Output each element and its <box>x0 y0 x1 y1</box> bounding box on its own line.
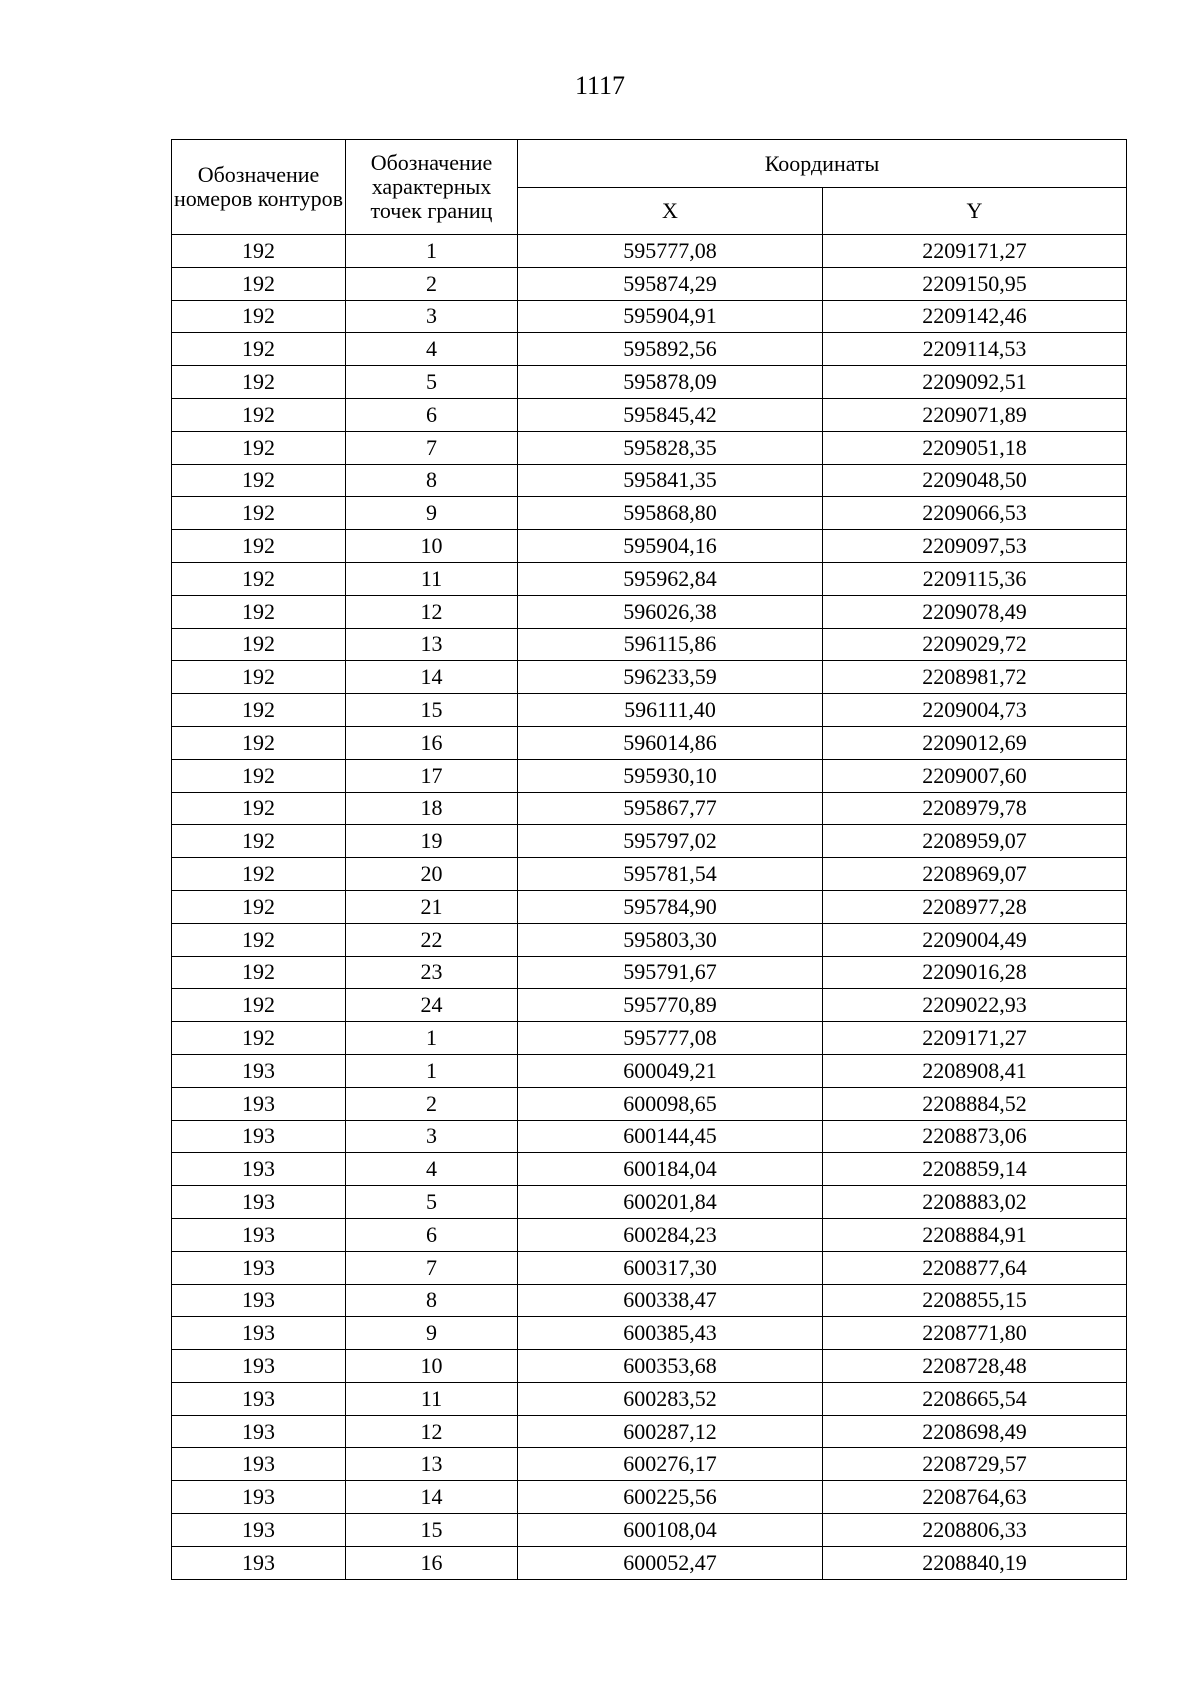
cell-x: 595777,08 <box>518 1022 823 1055</box>
cell-point: 1 <box>346 235 518 268</box>
header-x: X <box>518 188 823 235</box>
cell-x: 595845,42 <box>518 398 823 431</box>
cell-point: 13 <box>346 628 518 661</box>
cell-x: 600184,04 <box>518 1153 823 1186</box>
cell-contour: 192 <box>172 661 346 694</box>
cell-y: 2208981,72 <box>823 661 1127 694</box>
cell-point: 3 <box>346 300 518 333</box>
cell-point: 22 <box>346 923 518 956</box>
table-row <box>172 431 1127 464</box>
table-row <box>172 989 1127 1022</box>
cell-point: 2 <box>346 267 518 300</box>
table-row <box>172 1546 1127 1579</box>
cell-point: 8 <box>346 464 518 497</box>
table-row <box>172 1087 1127 1120</box>
table-row <box>172 1481 1127 1514</box>
cell-contour: 192 <box>172 759 346 792</box>
table-row <box>172 792 1127 825</box>
cell-y: 2208859,14 <box>823 1153 1127 1186</box>
cell-x: 595841,35 <box>518 464 823 497</box>
cell-point: 24 <box>346 989 518 1022</box>
cell-x: 595777,08 <box>518 235 823 268</box>
table-row <box>172 267 1127 300</box>
cell-y: 2209022,93 <box>823 989 1127 1022</box>
table-row <box>172 1284 1127 1317</box>
cell-point: 3 <box>346 1120 518 1153</box>
cell-point: 14 <box>346 1481 518 1514</box>
table-row <box>172 726 1127 759</box>
cell-point: 2 <box>346 1087 518 1120</box>
cell-point: 13 <box>346 1448 518 1481</box>
cell-x: 600385,43 <box>518 1317 823 1350</box>
table-row <box>172 694 1127 727</box>
cell-point: 19 <box>346 825 518 858</box>
table-row <box>172 825 1127 858</box>
cell-contour: 193 <box>172 1317 346 1350</box>
cell-point: 21 <box>346 890 518 923</box>
cell-x: 596115,86 <box>518 628 823 661</box>
cell-y: 2209004,49 <box>823 923 1127 956</box>
cell-point: 12 <box>346 1415 518 1448</box>
cell-point: 16 <box>346 726 518 759</box>
cell-contour: 192 <box>172 530 346 563</box>
cell-point: 1 <box>346 1022 518 1055</box>
cell-y: 2209016,28 <box>823 956 1127 989</box>
cell-contour: 192 <box>172 694 346 727</box>
cell-x: 596233,59 <box>518 661 823 694</box>
cell-x: 600108,04 <box>518 1514 823 1547</box>
cell-y: 2208806,33 <box>823 1514 1127 1547</box>
cell-y: 2209092,51 <box>823 366 1127 399</box>
cell-y: 2208977,28 <box>823 890 1127 923</box>
cell-y: 2209066,53 <box>823 497 1127 530</box>
cell-contour: 192 <box>172 267 346 300</box>
table-row <box>172 759 1127 792</box>
cell-contour: 192 <box>172 235 346 268</box>
cell-y: 2209051,18 <box>823 431 1127 464</box>
cell-point: 9 <box>346 497 518 530</box>
cell-contour: 193 <box>172 1546 346 1579</box>
cell-point: 5 <box>346 1186 518 1219</box>
cell-x: 600201,84 <box>518 1186 823 1219</box>
cell-point: 4 <box>346 1153 518 1186</box>
table-row <box>172 1218 1127 1251</box>
cell-point: 6 <box>346 398 518 431</box>
table-row <box>172 497 1127 530</box>
cell-contour: 192 <box>172 431 346 464</box>
table-row <box>172 235 1127 268</box>
cell-contour: 192 <box>172 497 346 530</box>
cell-contour: 192 <box>172 333 346 366</box>
cell-point: 10 <box>346 1350 518 1383</box>
cell-y: 2208728,48 <box>823 1350 1127 1383</box>
cell-contour: 192 <box>172 562 346 595</box>
cell-point: 1 <box>346 1054 518 1087</box>
table-row <box>172 858 1127 891</box>
cell-contour: 192 <box>172 464 346 497</box>
cell-y: 2209071,89 <box>823 398 1127 431</box>
table-row <box>172 1186 1127 1219</box>
cell-y: 2208908,41 <box>823 1054 1127 1087</box>
cell-contour: 192 <box>172 300 346 333</box>
cell-point: 4 <box>346 333 518 366</box>
table-row <box>172 1382 1127 1415</box>
cell-y: 2209114,53 <box>823 333 1127 366</box>
cell-x: 595770,89 <box>518 989 823 1022</box>
cell-contour: 192 <box>172 956 346 989</box>
cell-y: 2209007,60 <box>823 759 1127 792</box>
table-row <box>172 890 1127 923</box>
cell-y: 2209150,95 <box>823 267 1127 300</box>
cell-y: 2208764,63 <box>823 1481 1127 1514</box>
table-row <box>172 956 1127 989</box>
cell-x: 596014,86 <box>518 726 823 759</box>
cell-contour: 193 <box>172 1054 346 1087</box>
cell-x: 600098,65 <box>518 1087 823 1120</box>
table-row <box>172 595 1127 628</box>
table-header-row <box>172 140 1127 188</box>
header-boundary-points: Обозначение характерных точек границ <box>346 140 518 235</box>
cell-point: 20 <box>346 858 518 891</box>
cell-x: 600276,17 <box>518 1448 823 1481</box>
cell-y: 2208855,15 <box>823 1284 1127 1317</box>
cell-contour: 193 <box>172 1514 346 1547</box>
cell-x: 600353,68 <box>518 1350 823 1383</box>
table-row <box>172 300 1127 333</box>
cell-x: 595904,91 <box>518 300 823 333</box>
table-row <box>172 661 1127 694</box>
cell-x: 595874,29 <box>518 267 823 300</box>
cell-point: 18 <box>346 792 518 825</box>
cell-y: 2209142,46 <box>823 300 1127 333</box>
cell-point: 14 <box>346 661 518 694</box>
table-row <box>172 1022 1127 1055</box>
cell-contour: 192 <box>172 792 346 825</box>
cell-y: 2208698,49 <box>823 1415 1127 1448</box>
table-row <box>172 562 1127 595</box>
table-row <box>172 464 1127 497</box>
cell-contour: 193 <box>172 1186 346 1219</box>
cell-y: 2208873,06 <box>823 1120 1127 1153</box>
cell-point: 15 <box>346 1514 518 1547</box>
cell-x: 600338,47 <box>518 1284 823 1317</box>
cell-y: 2209004,73 <box>823 694 1127 727</box>
cell-x: 595878,09 <box>518 366 823 399</box>
cell-contour: 193 <box>172 1087 346 1120</box>
cell-x: 600052,47 <box>518 1546 823 1579</box>
cell-y: 2208969,07 <box>823 858 1127 891</box>
header-y: Y <box>823 188 1127 235</box>
cell-contour: 192 <box>172 858 346 891</box>
cell-x: 595892,56 <box>518 333 823 366</box>
table-row <box>172 1120 1127 1153</box>
cell-x: 596026,38 <box>518 595 823 628</box>
table-row <box>172 1415 1127 1448</box>
cell-y: 2208771,80 <box>823 1317 1127 1350</box>
cell-x: 595962,84 <box>518 562 823 595</box>
cell-y: 2209029,72 <box>823 628 1127 661</box>
table-row <box>172 1317 1127 1350</box>
table-body <box>172 235 1127 1580</box>
cell-x: 595784,90 <box>518 890 823 923</box>
table-row <box>172 1448 1127 1481</box>
cell-x: 600144,45 <box>518 1120 823 1153</box>
table-row <box>172 530 1127 563</box>
table-row <box>172 398 1127 431</box>
cell-contour: 192 <box>172 989 346 1022</box>
cell-contour: 192 <box>172 1022 346 1055</box>
cell-contour: 193 <box>172 1481 346 1514</box>
cell-x: 600284,23 <box>518 1218 823 1251</box>
cell-x: 595791,67 <box>518 956 823 989</box>
cell-point: 9 <box>346 1317 518 1350</box>
cell-point: 6 <box>346 1218 518 1251</box>
cell-contour: 192 <box>172 726 346 759</box>
cell-contour: 193 <box>172 1350 346 1383</box>
cell-y: 2208884,52 <box>823 1087 1127 1120</box>
table-row <box>172 1350 1127 1383</box>
cell-x: 595930,10 <box>518 759 823 792</box>
table-row <box>172 628 1127 661</box>
table-row <box>172 333 1127 366</box>
cell-x: 595803,30 <box>518 923 823 956</box>
table-row <box>172 1054 1127 1087</box>
cell-point: 23 <box>346 956 518 989</box>
cell-y: 2209115,36 <box>823 562 1127 595</box>
cell-x: 600225,56 <box>518 1481 823 1514</box>
cell-y: 2208959,07 <box>823 825 1127 858</box>
table-row <box>172 1153 1127 1186</box>
cell-contour: 192 <box>172 628 346 661</box>
cell-y: 2208840,19 <box>823 1546 1127 1579</box>
cell-point: 15 <box>346 694 518 727</box>
cell-contour: 193 <box>172 1415 346 1448</box>
table-row <box>172 366 1127 399</box>
cell-point: 16 <box>346 1546 518 1579</box>
cell-y: 2208877,64 <box>823 1251 1127 1284</box>
table-row <box>172 1514 1127 1547</box>
cell-x: 600317,30 <box>518 1251 823 1284</box>
cell-y: 2208729,57 <box>823 1448 1127 1481</box>
cell-contour: 193 <box>172 1120 346 1153</box>
cell-y: 2209097,53 <box>823 530 1127 563</box>
cell-x: 595868,80 <box>518 497 823 530</box>
cell-x: 595797,02 <box>518 825 823 858</box>
table-row <box>172 923 1127 956</box>
cell-point: 17 <box>346 759 518 792</box>
cell-contour: 193 <box>172 1251 346 1284</box>
page-number: 1117 <box>574 71 626 100</box>
cell-contour: 192 <box>172 923 346 956</box>
cell-point: 10 <box>346 530 518 563</box>
header-coordinates: Координаты <box>518 140 1127 188</box>
cell-y: 2209078,49 <box>823 595 1127 628</box>
cell-point: 8 <box>346 1284 518 1317</box>
coordinates-table <box>171 139 1127 1580</box>
cell-contour: 192 <box>172 825 346 858</box>
header-contour-numbers: Обозначение номеров контуров <box>172 140 346 235</box>
cell-contour: 192 <box>172 595 346 628</box>
cell-contour: 193 <box>172 1448 346 1481</box>
cell-y: 2209048,50 <box>823 464 1127 497</box>
cell-contour: 192 <box>172 366 346 399</box>
cell-contour: 192 <box>172 398 346 431</box>
cell-contour: 193 <box>172 1218 346 1251</box>
cell-x: 595904,16 <box>518 530 823 563</box>
cell-point: 12 <box>346 595 518 628</box>
cell-contour: 193 <box>172 1153 346 1186</box>
cell-x: 600283,52 <box>518 1382 823 1415</box>
cell-y: 2209012,69 <box>823 726 1127 759</box>
cell-y: 2208979,78 <box>823 792 1127 825</box>
cell-x: 600287,12 <box>518 1415 823 1448</box>
table-row <box>172 1251 1127 1284</box>
cell-point: 5 <box>346 366 518 399</box>
cell-contour: 193 <box>172 1382 346 1415</box>
cell-x: 600049,21 <box>518 1054 823 1087</box>
cell-x: 596111,40 <box>518 694 823 727</box>
cell-contour: 193 <box>172 1284 346 1317</box>
cell-point: 11 <box>346 562 518 595</box>
cell-point: 7 <box>346 431 518 464</box>
cell-x: 595781,54 <box>518 858 823 891</box>
cell-y: 2208665,54 <box>823 1382 1127 1415</box>
cell-x: 595828,35 <box>518 431 823 464</box>
cell-point: 7 <box>346 1251 518 1284</box>
cell-x: 595867,77 <box>518 792 823 825</box>
cell-point: 11 <box>346 1382 518 1415</box>
cell-y: 2208883,02 <box>823 1186 1127 1219</box>
cell-y: 2209171,27 <box>823 1022 1127 1055</box>
cell-contour: 192 <box>172 890 346 923</box>
cell-y: 2209171,27 <box>823 235 1127 268</box>
cell-y: 2208884,91 <box>823 1218 1127 1251</box>
